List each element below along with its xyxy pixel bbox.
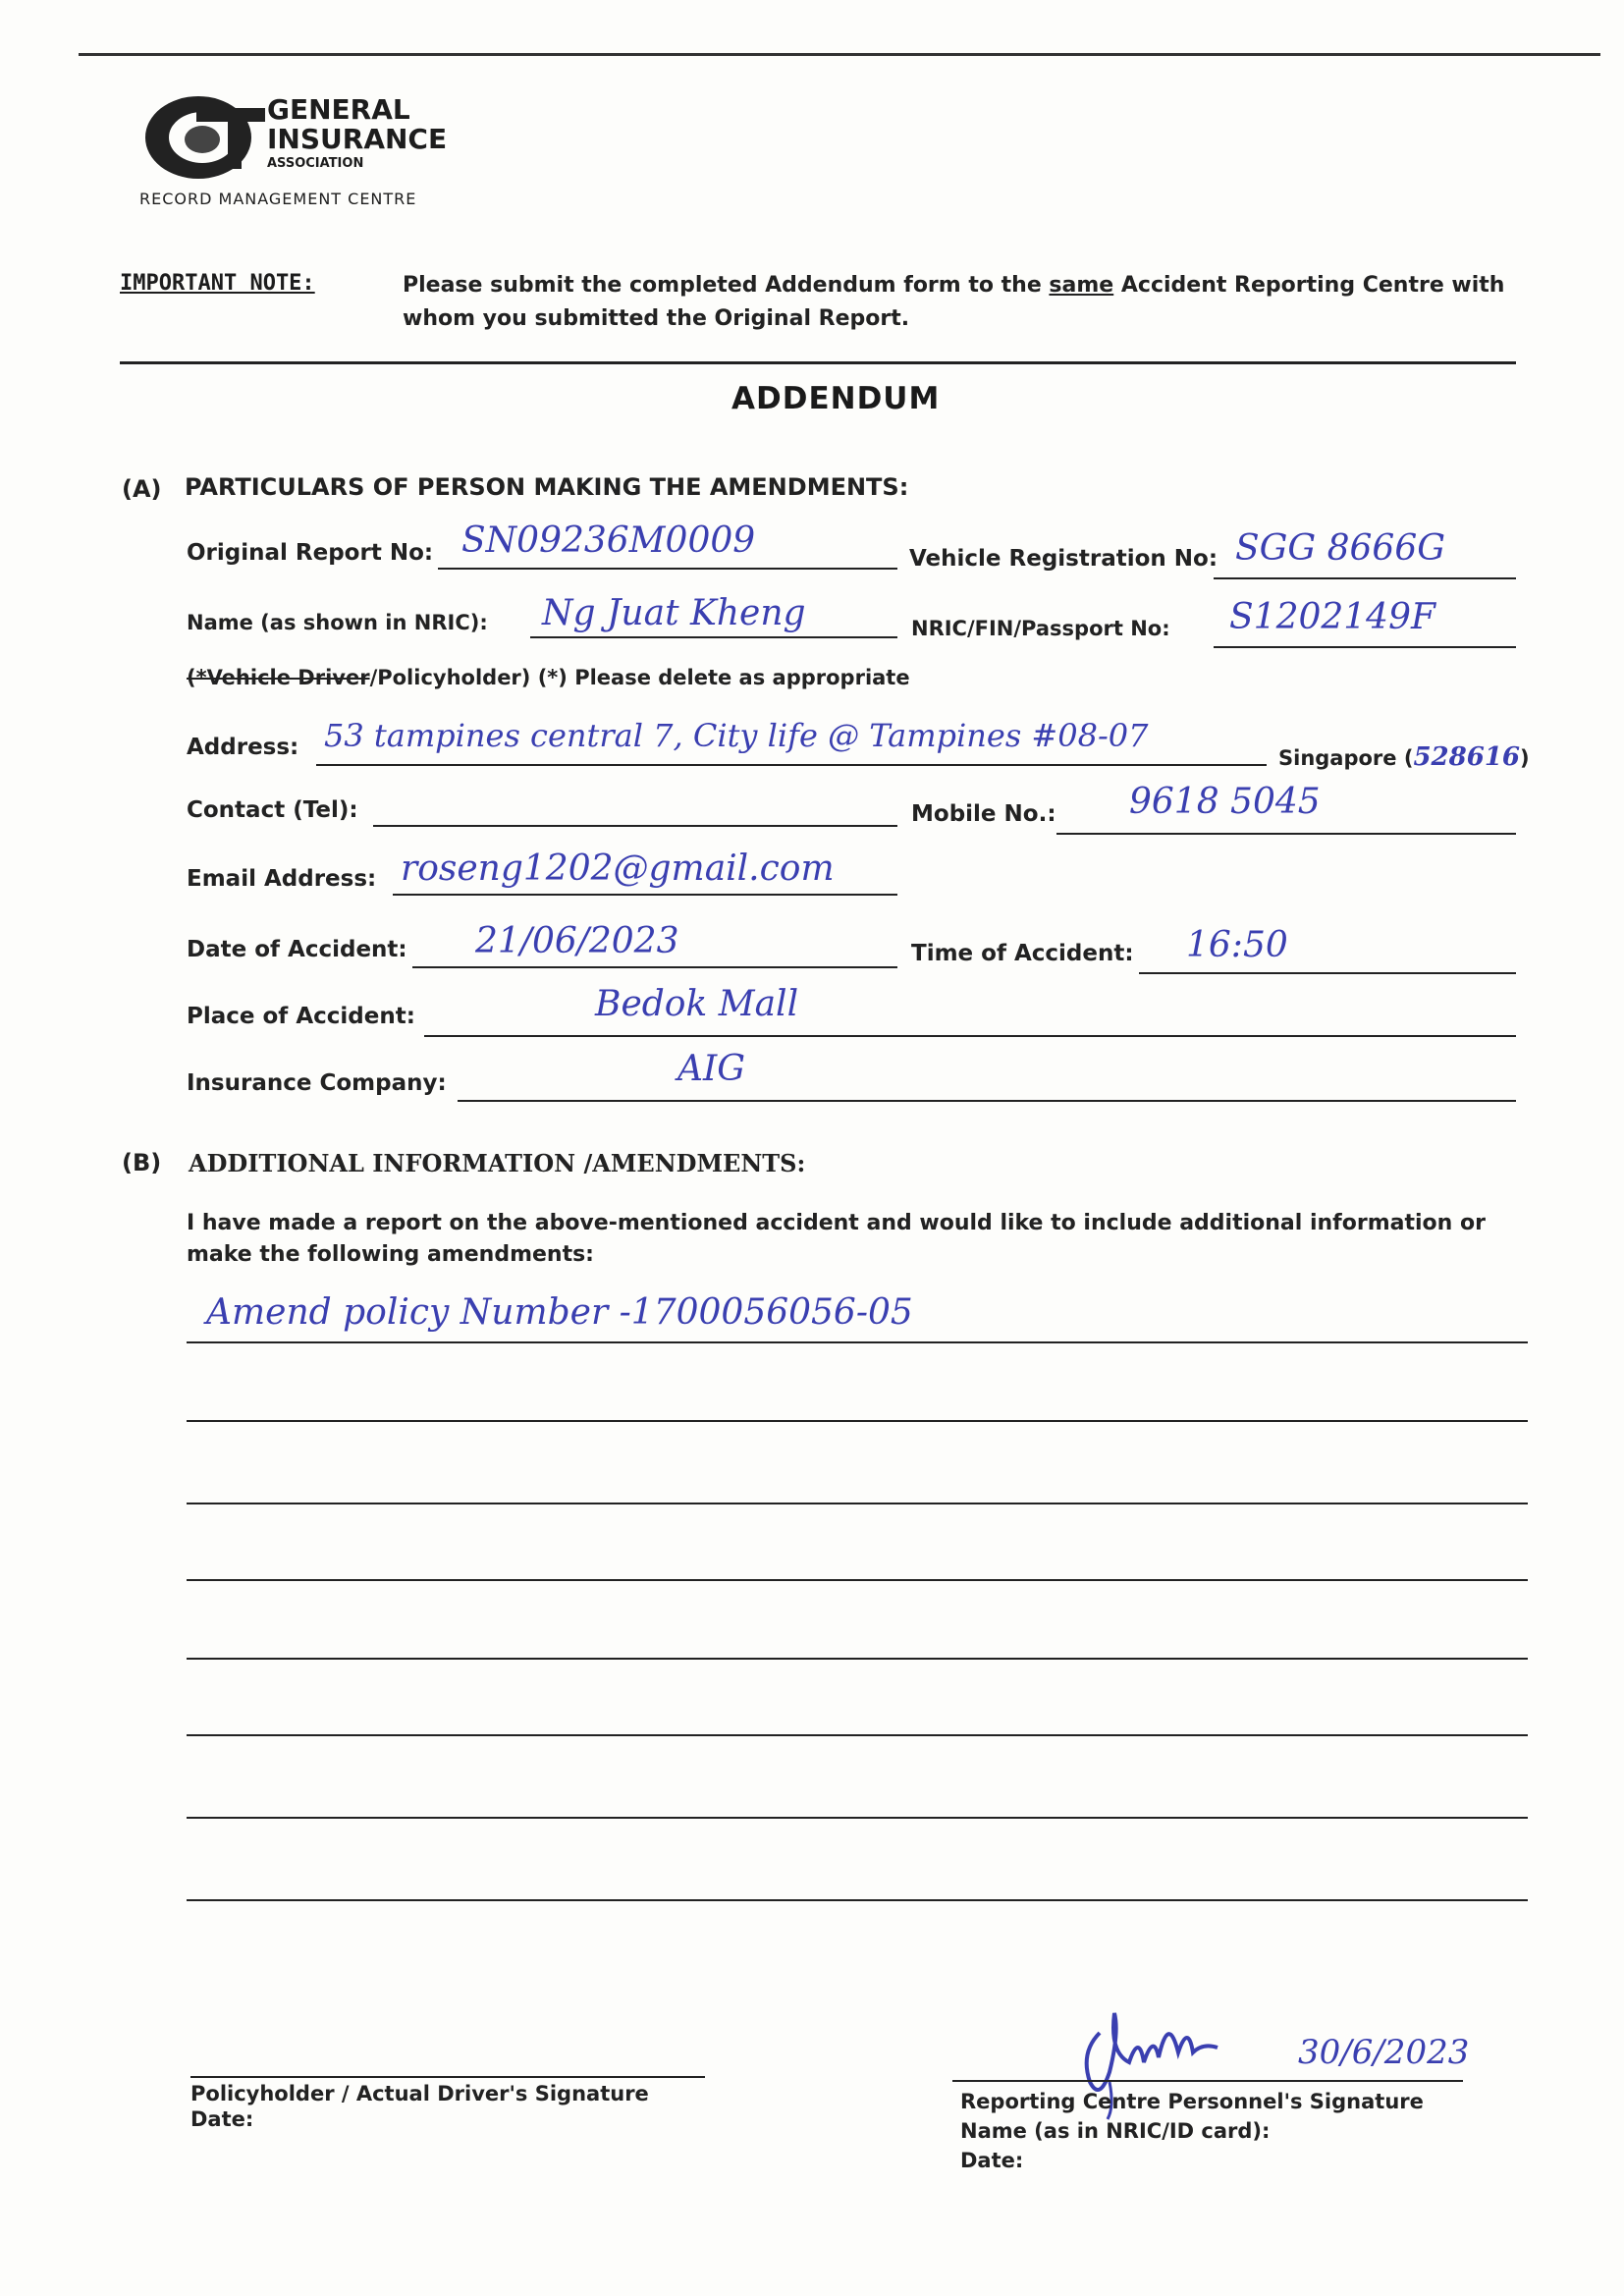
right-date-label: Date: bbox=[960, 2149, 1024, 2172]
contact-line bbox=[373, 825, 897, 827]
role-struck: (*Vehicle Driver bbox=[187, 666, 370, 689]
place-line bbox=[424, 1035, 1516, 1037]
address-line bbox=[316, 764, 1267, 766]
mobile-line bbox=[1056, 833, 1516, 835]
postal-value[interactable]: 528616 bbox=[1413, 742, 1520, 772]
time-value[interactable]: 16:50 bbox=[1186, 925, 1288, 965]
section-b-heading: ADDITIONAL INFORMATION /AMENDMENTS: bbox=[189, 1149, 806, 1177]
mobile-value[interactable]: 9618 5045 bbox=[1129, 782, 1321, 822]
name-line bbox=[530, 636, 897, 638]
name-label: Name (as shown in NRIC): bbox=[187, 611, 488, 634]
amendment-line-2 bbox=[187, 1420, 1528, 1422]
nric-value[interactable]: S1202149F bbox=[1229, 597, 1435, 637]
right-date-value[interactable]: 30/6/2023 bbox=[1298, 2033, 1470, 2072]
email-label: Email Address: bbox=[187, 866, 377, 892]
logo-subtitle: RECORD MANAGEMENT CENTRE bbox=[139, 190, 417, 208]
address-value[interactable]: 53 tampines central 7, City life @ Tampines #08-07 bbox=[324, 717, 1149, 754]
singapore-close: ) bbox=[1520, 746, 1530, 770]
gia-logo bbox=[137, 86, 461, 214]
amendment-line-1 bbox=[187, 1341, 1528, 1343]
amendment-line-6 bbox=[187, 1734, 1528, 1736]
role-line bbox=[187, 666, 910, 689]
amendment-line-4 bbox=[187, 1579, 1528, 1581]
top-border-line bbox=[79, 53, 1600, 56]
right-signature-line bbox=[952, 2080, 1463, 2082]
original-report-value[interactable]: SN09236M0009 bbox=[461, 520, 756, 561]
note-text-after: Accident Reporting Centre with whom you submitted the Original Report. bbox=[403, 273, 1505, 331]
mobile-label: Mobile No.: bbox=[911, 801, 1056, 827]
section-b-intro: I have made a report on the above-mentioned accident and would like to include additional information or make the following amendments: bbox=[187, 1211, 1486, 1267]
logo-line-1: GENERAL bbox=[267, 93, 410, 126]
vehicle-reg-value[interactable]: SGG 8666G bbox=[1235, 528, 1445, 569]
form-title: ADDENDUM bbox=[731, 381, 941, 416]
insurer-line bbox=[458, 1100, 1516, 1102]
date-value[interactable]: 21/06/2023 bbox=[475, 921, 679, 961]
date-label: Date of Accident: bbox=[187, 937, 407, 962]
name-value[interactable]: Ng Juat Kheng bbox=[542, 593, 806, 633]
insurer-value[interactable]: AIG bbox=[677, 1049, 745, 1089]
amendment-line-7 bbox=[187, 1817, 1528, 1819]
gia-emblem-icon bbox=[137, 86, 265, 185]
time-line bbox=[1139, 972, 1516, 974]
amendment-line-8 bbox=[187, 1899, 1528, 1901]
logo-line-3: ASSOCIATION bbox=[267, 156, 364, 171]
role-rest: /Policyholder) (*) Please delete as appropriate bbox=[369, 666, 910, 689]
left-signature-line bbox=[190, 2076, 705, 2078]
left-signature-label: Policyholder / Actual Driver's Signature bbox=[190, 2082, 649, 2105]
address-label: Address: bbox=[187, 735, 299, 760]
amendment-line-3 bbox=[187, 1503, 1528, 1504]
insurer-label: Insurance Company: bbox=[187, 1070, 447, 1096]
email-line bbox=[393, 894, 897, 896]
place-value[interactable]: Bedok Mall bbox=[595, 984, 799, 1024]
amendment-line-5 bbox=[187, 1658, 1528, 1660]
contact-label: Contact (Tel): bbox=[187, 797, 358, 823]
nric-label: NRIC/FIN/Passport No: bbox=[911, 617, 1170, 640]
time-label: Time of Accident: bbox=[911, 941, 1134, 966]
nric-line bbox=[1214, 646, 1516, 648]
note-divider bbox=[120, 361, 1516, 364]
vehicle-reg-label: Vehicle Registration No: bbox=[909, 546, 1218, 572]
email-value[interactable]: roseng1202@gmail.com bbox=[401, 848, 835, 889]
original-report-label: Original Report No: bbox=[187, 540, 434, 566]
right-name-label: Name (as in NRIC/ID card): bbox=[960, 2119, 1271, 2143]
date-line bbox=[412, 966, 897, 968]
singapore-text: Singapore ( bbox=[1278, 746, 1414, 770]
important-note-text bbox=[403, 269, 1512, 336]
left-date-label: Date: bbox=[190, 2107, 254, 2131]
important-note-label: IMPORTANT NOTE: bbox=[120, 271, 315, 296]
vehicle-reg-line bbox=[1214, 577, 1516, 579]
section-a-heading: PARTICULARS OF PERSON MAKING THE AMENDMENTS: bbox=[185, 473, 909, 501]
original-report-line bbox=[438, 568, 897, 570]
section-a-marker: (A) bbox=[122, 475, 162, 503]
note-text-before: Please submit the completed Addendum form to the bbox=[403, 273, 1050, 298]
note-text-underlined: same bbox=[1049, 273, 1114, 298]
place-label: Place of Accident: bbox=[187, 1004, 415, 1029]
section-b-marker: (B) bbox=[122, 1149, 162, 1176]
amendment-line-1-value[interactable]: Amend policy Number -1700056056-05 bbox=[206, 1292, 913, 1333]
singapore-label bbox=[1278, 742, 1530, 772]
right-signature-label: Reporting Centre Personnel's Signature bbox=[960, 2090, 1424, 2113]
logo-line-2: INSURANCE bbox=[267, 123, 448, 155]
